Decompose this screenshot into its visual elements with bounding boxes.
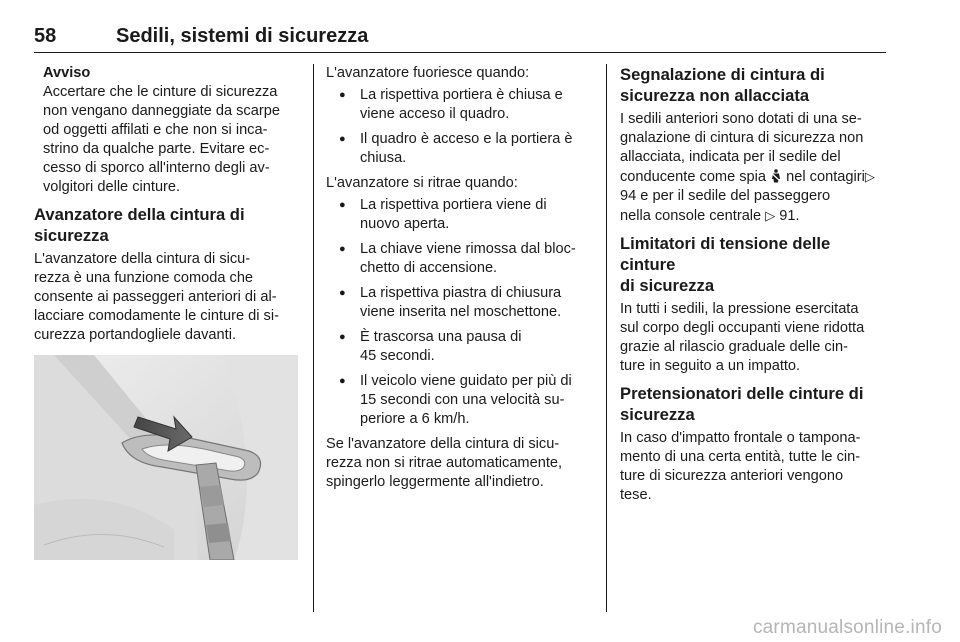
note-title: Avviso <box>43 65 91 81</box>
column-divider-left <box>313 64 314 612</box>
list-item: ● Il veicolo viene guidato per più di 15 secondi con una velocità su- periore a 6 km/h. <box>326 372 596 429</box>
section-title: Sedili, sistemi di sicurezza <box>116 25 369 47</box>
page-reference-icon: ▷ <box>864 169 875 184</box>
bullet-list-retracts <box>326 196 596 429</box>
watermark: carmanualsonline.info <box>752 617 942 638</box>
heading-load-limiters: Limitatori di tensione delle cinture di sicurezza <box>620 234 831 295</box>
paragraph-manual-retract: Se l'avanzatore della cintura di sicu- rezza non si ritrae automaticamente, spingerlo leggermente all'indietro. <box>326 436 563 490</box>
list-item: ● La rispettiva portiera è chiusa e viene acceso il quadro. <box>326 86 596 124</box>
paragraph-part: nel contagiri <box>782 169 865 185</box>
list-item: ● La rispettiva piastra di chiusura viene inserita nel moschettone. <box>326 284 596 322</box>
list-item: ● È trascorsa una pausa di 45 secondi. <box>326 328 596 366</box>
paragraph-pretensioners: In caso d'impatto frontale o tampona- mento di una certa entità, tutte le cin- ture di sicurezza anteriori vengono tese. <box>620 430 861 503</box>
page-header <box>34 22 886 53</box>
heading-belt-presenter: Avanzatore della cintura di sicurezza <box>34 205 245 245</box>
paragraph-belt-reminder <box>620 110 890 226</box>
page-reference-icon: ▷ <box>765 208 776 223</box>
note-box <box>34 64 304 197</box>
heading-pretensioners: Pretensionatori delle cinture di sicurezza <box>620 384 864 424</box>
lead-retracts: L'avanzatore si ritrae quando: <box>326 175 518 191</box>
column-middle <box>326 64 596 492</box>
heading-belt-reminder: Segnalazione di cintura di sicurezza non allacciata <box>620 65 825 105</box>
list-item: ● La chiave viene rimossa dal bloc- chetto di accensione. <box>326 240 596 278</box>
bullet-list-extends <box>326 86 596 168</box>
page-number: 58 <box>34 25 57 47</box>
seatbelt-warning-icon <box>770 169 782 183</box>
paragraph-part: ▷ 94 e per il sedile del passeggero nella console centrale ▷ 91. <box>620 169 875 224</box>
note-text: Accertare che le cinture di sicurezza non vengano danneggiate da scarpe od oggetti affilati e che non si inca- strino da qualche parte. Evitare ec- cesso di sporco all'interno degli av- volgitori delle cinture. <box>43 84 280 195</box>
column-right <box>620 64 890 512</box>
paragraph-load-limiters: In tutti i sedili, la pressione esercitata sul corpo degli occupanti viene ridotta grazie al rilascio graduale delle cin- ture in seguito a un impatto. <box>620 301 865 374</box>
list-item: ● La rispettiva portiera viene di nuovo aperta. <box>326 196 596 234</box>
seatbelt-presenter-illustration <box>34 355 298 560</box>
column-divider-right <box>606 64 607 612</box>
column-left <box>34 64 304 560</box>
paragraph-part: I sedili anteriori sono dotati di una se- gnalazione di cintura di sicurezza non allacciata, indicata per il sedile del conducente come spia <box>620 111 864 185</box>
paragraph-belt-presenter: L'avanzatore della cintura di sicu- rezza è una funzione comoda che consente ai passeggeri anteriori di al- lacciare comodamente le cinture di si- curezza portandogliele davanti. <box>34 251 279 343</box>
list-item: ● Il quadro è acceso e la portiera è chiusa. <box>326 130 596 168</box>
lead-extends: L'avanzatore fuoriesce quando: <box>326 65 530 81</box>
